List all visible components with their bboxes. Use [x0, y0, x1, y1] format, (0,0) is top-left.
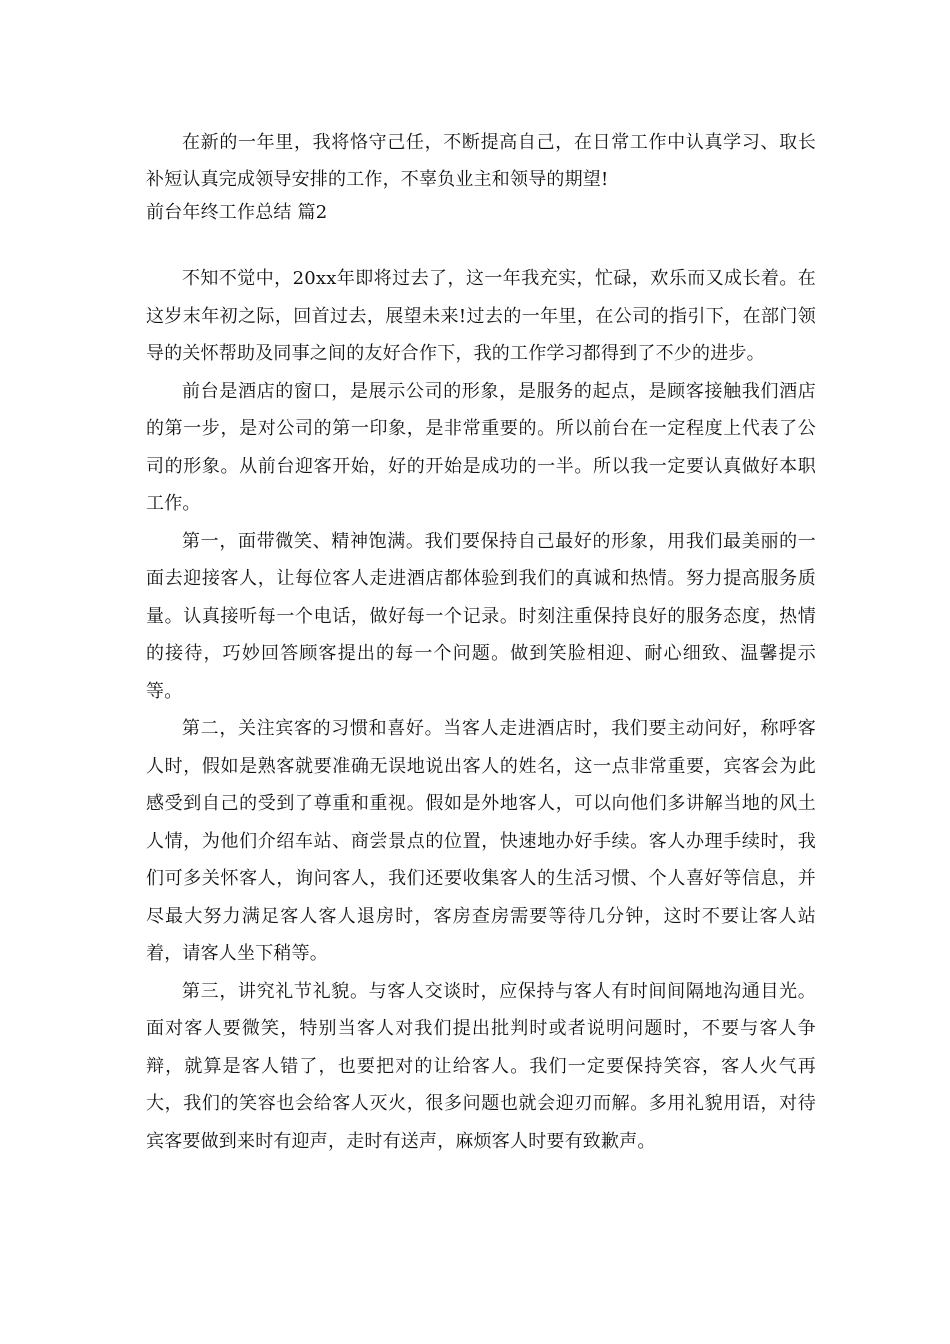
intro-paragraph: 在新的一年里，我将恪守己任，不断提高自己，在日常工作中认真学习、取长补短认真完成领导安排的工作，不辜负业主和领导的期望! — [146, 132, 816, 190]
paragraph-4: 第二，关注宾客的习惯和喜好。当客人走进酒店时，我们要主动问好，称呼客人时，假如是熟客就要准确无误地说出客人的姓名，这一点非常重要，宾客会为此感受到自己的受到了尊重和重视。假如是外地客人，可以向他们多讲解当地的风土人情，为他们介绍车站、商尝景点的位置，快速地办好手续。客人办理手续时，我们可多关怀客人，询问客人，我们还要收集客人的生活习惯、个人喜好等信息，并尽最大努力满足客人客人退房时，客房查房需要等待几分钟，这时不要让客人站着，请客人坐下稍等。 — [146, 718, 816, 964]
paragraph-5: 第三，讲究礼节礼貌。与客人交谈时，应保持与客人有时间间隔地沟通目光。面对客人要微笑，特别当客人对我们提出批判时或者说明问题时，不要与客人争辩，就算是客人错了，也要把对的让给客人。我们一定要保持笑容，客人火气再大，我们的笑容也会给客人灭火，很多问题也就会迎刃而解。多用礼貌用语，对待宾客要做到来时有迎声，走时有送声，麻烦客人时要有致歉声。 — [146, 980, 816, 1152]
paragraph-2: 前台是酒店的窗口，是展示公司的形象，是服务的起点，是顾客接触我们酒店的第一步，是对公司的第一印象，是非常重要的。所以前台在一定程度上代表了公司的形象。从前台迎客开始，好的开始是成功的一半。所以我一定要认真做好本职工作。 — [146, 380, 816, 514]
document-body — [146, 124, 816, 1160]
section-heading: 前台年终工作总结 篇2 — [146, 202, 328, 223]
paragraph-1: 不知不觉中，20xx年即将过去了，这一年我充实，忙碌，欢乐而又成长着。在这岁末年初之际，回首过去，展望未来!过去的一年里，在公司的指引下，在部门领导的关怀帮助及同事之间的友好合作下，我的工作学习都得到了不少的进步。 — [146, 268, 816, 364]
paragraph-3: 第一，面带微笑、精神饱满。我们要保持自己最好的形象，用我们最美丽的一面去迎接客人，让每位客人走进酒店都体验到我们的真诚和热情。努力提高服务质量。认真接听每一个电话，做好每一个记录。时刻注重保持良好的服务态度，热情的接待，巧妙回答顾客提出的每一个问题。做到笑脸相迎、耐心细致、温馨提示等。 — [146, 530, 816, 702]
